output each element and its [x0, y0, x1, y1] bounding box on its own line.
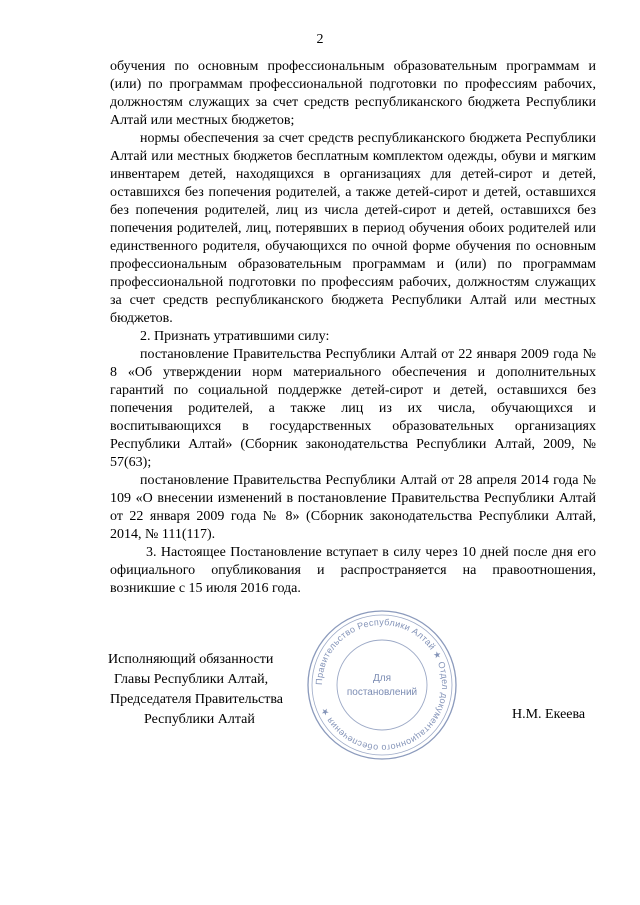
signatory-line-4: Республики Алтай [144, 712, 255, 727]
signatory-line-2: Главы Республики Алтай, [114, 672, 269, 687]
paragraph-item-2: 2. Признать утратившими силу: [140, 329, 330, 344]
page-number: 2 [316, 32, 324, 47]
signatory-name: Н.М. Екеева [512, 707, 586, 722]
paragraph-continuation: обучения по основным профессиональным образовательным программам и (или) по программам профессиональной подготовки по профессиям рабочих, должностям служащих за счет средств республиканского бюджета Республики Алтай или местных бюджетов; [110, 59, 596, 128]
stamp-center-text: Для [372, 673, 392, 684]
stamp-ring-text: Правительство Республики Алтай ★ Отдел документационного обеспечения ★ [313, 616, 451, 754]
stamp-center-text: постановлений [346, 687, 418, 698]
paragraph-repealed-2014: постановление Правительства Республики Алтай от 28 апреля 2014 года № 109 «О внесении изменений в постановление Правительства Республики Алтай от 22 января 2009 года № 8» (Сборник законодательства Республики Алтай, 2014, № 111(117). [110, 473, 596, 542]
paragraph-item-3: 3. Настоящее Постановление вступает в силу через 10 дней после дня его официального опубликования и распространяется на правоотношения, возникшие с 15 июля 2016 года. [110, 545, 596, 596]
svg-text:Правительство Республики Алтай [314, 617, 450, 753]
paragraph-repealed-2009: постановление Правительства Республики Алтай от 22 января 2009 года № 8 «Об утверждении норм материального обеспечения и дополнительных гарантий по социальной поддержке детей-сирот и детей, оставшихся без попечения родителей, а также лиц из их числа, обучающихся и воспитывающихся в государственных образовательных организациях Республики Алтай» (Сборник законодательства Республики Алтай, 2009, № 57(63); [110, 347, 596, 470]
document-body [110, 58, 596, 598]
signatory-line-1: Исполняющий обязанности [108, 652, 274, 667]
signatory-line-3: Председателя Правительства [110, 692, 284, 707]
official-stamp [302, 605, 462, 765]
signatory-title [108, 650, 318, 730]
paragraph-clothing-norms: нормы обеспечения за счет средств республиканского бюджета Республики Алтай или местных бюджетов бесплатным комплектом одежды, обуви и мягким инвентарем детей, находящихся в организациях для детей-сирот и детей, оставшихся без попечения родителей, а также детей-сирот и детей, оставшихся без попечения родителей, лиц из числа детей-сирот и детей, оставшихся без попечения родителей, лиц, потерявших в период обучения обоих родителей или единственного родителя, обучающихся по очной форме обучения по основным профессиональным образовательным программам и (или) по программам профессиональной подготовки по профессиям рабочих, должностям служащих за счет средств республиканского бюджета Республики Алтай или местных бюджетов. [110, 131, 596, 326]
